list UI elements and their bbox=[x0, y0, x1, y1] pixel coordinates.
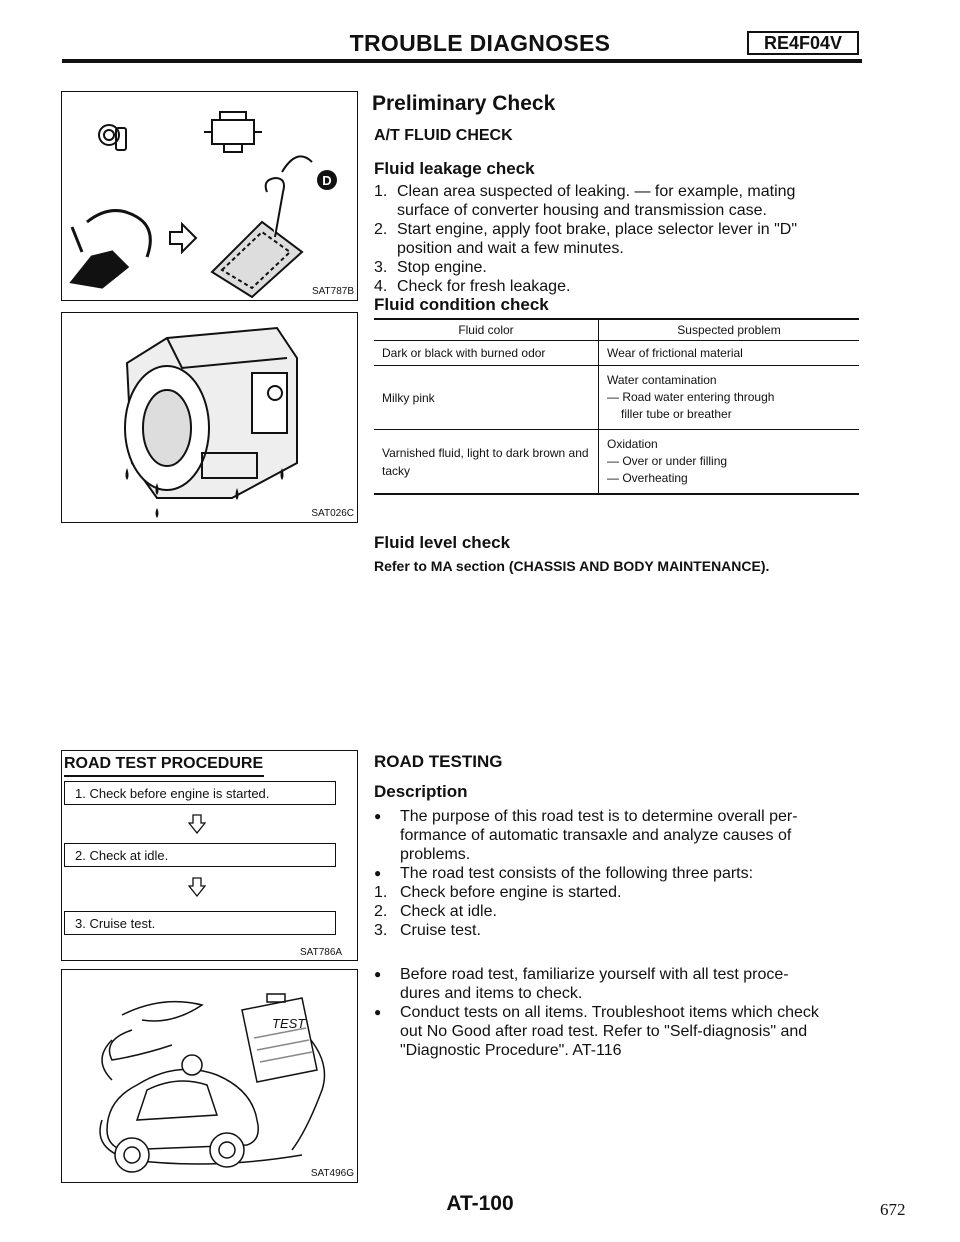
fluid-condition-table bbox=[374, 318, 859, 495]
header-rule bbox=[62, 59, 862, 63]
clipboard-test-label: TEST bbox=[272, 1016, 306, 1031]
table-header: Suspected problem bbox=[677, 323, 781, 337]
table-cell-problem: Wear of frictional material bbox=[607, 346, 743, 360]
table-header: Fluid color bbox=[374, 320, 599, 341]
part-item: 2. Check at idle. bbox=[374, 903, 497, 920]
table-row bbox=[374, 430, 859, 494]
road-test-procedure-title: ROAD TEST PROCEDURE bbox=[64, 755, 264, 772]
table-row bbox=[374, 366, 859, 430]
fluid-check-illustration bbox=[62, 92, 356, 298]
procedure-step-box: 1. Check before engine is started. bbox=[64, 781, 336, 805]
selector-lever-icon bbox=[212, 156, 312, 297]
bullet-cont: formance of automatic transaxle and analyze causes of bbox=[400, 827, 792, 844]
figure-road-test-car bbox=[61, 969, 358, 1183]
table-cell-color: Varnished fluid, light to dark brown and tacky bbox=[374, 430, 599, 494]
figure-id: SAT786A bbox=[300, 947, 343, 958]
subtitle-description: Description bbox=[374, 782, 468, 801]
table-cell-problem: Oxidation — Over or under filling — Overheating bbox=[607, 437, 728, 485]
road-testing-description bbox=[374, 807, 864, 940]
part-item: 1. Check before engine is started. bbox=[374, 884, 622, 901]
subtitle-at-fluid-check: A/T FLUID CHECK bbox=[374, 127, 513, 144]
fluid-level-reference: Refer to MA section (CHASSIS AND BODY MAINTENANCE). bbox=[374, 558, 770, 574]
foot-brake-icon bbox=[72, 211, 150, 287]
bullet-item: ● Before road test, familiarize yourself with all test proce- bbox=[374, 966, 789, 983]
figure-fluid-check bbox=[61, 91, 358, 301]
ignition-key-icon bbox=[99, 125, 126, 150]
transmission-illustration bbox=[62, 313, 356, 521]
bullet-item: ● The purpose of this road test is to determine overall per- bbox=[374, 808, 798, 825]
d-position-letter: D bbox=[322, 173, 332, 188]
table-cell-color: Dark or black with burned odor bbox=[374, 341, 599, 366]
figure-transmission-leak bbox=[61, 312, 358, 523]
table-cell-problem: Water contamination — Road water entering through filler tube or breather bbox=[607, 373, 775, 421]
test-clipboard-icon bbox=[242, 994, 317, 1082]
bullet-cont: "Diagnostic Procedure". AT-116 bbox=[400, 1042, 622, 1059]
leak-step-cont: surface of converter housing and transmission case. bbox=[397, 202, 767, 219]
bullet-cont: dures and items to check. bbox=[400, 985, 583, 1002]
arrow-right-icon bbox=[170, 224, 196, 252]
arrow-down-icon bbox=[188, 814, 206, 834]
page-number: 672 bbox=[880, 1200, 906, 1219]
title-underline bbox=[64, 775, 264, 777]
figure-id: SAT787B bbox=[311, 286, 354, 297]
heading-fluid-level: Fluid level check bbox=[374, 533, 511, 552]
leak-step: 4. Check for fresh leakage. bbox=[374, 278, 571, 295]
leak-step: 3. Stop engine. bbox=[374, 259, 487, 276]
leak-step: 2. Start engine, apply foot brake, place selector lever in "D" bbox=[374, 221, 798, 238]
heading-fluid-leakage: Fluid leakage check bbox=[374, 159, 535, 178]
page-title: TROUBLE DIAGNOSES bbox=[349, 30, 611, 56]
heading-fluid-condition: Fluid condition check bbox=[374, 295, 549, 314]
road-testing-notes bbox=[374, 965, 864, 1060]
leak-step: 1. Clean area suspected of leaking. — for example, mating bbox=[374, 183, 796, 200]
car-illustration bbox=[62, 970, 356, 1180]
model-code-badge: RE4F04V bbox=[747, 31, 859, 55]
table-row bbox=[374, 341, 859, 366]
procedure-step-box: 3. Cruise test. bbox=[64, 911, 336, 935]
part-item: 3. Cruise test. bbox=[374, 922, 481, 939]
figure-id: SAT496G bbox=[310, 1168, 354, 1179]
figure-id: SAT026C bbox=[311, 508, 354, 519]
bullet-cont: problems. bbox=[400, 846, 471, 863]
bullet-cont: out No Good after road test. Refer to "Self-diagnosis" and bbox=[400, 1023, 808, 1040]
table-header-row bbox=[374, 320, 859, 341]
arrow-down-icon bbox=[188, 877, 206, 897]
engine-icon bbox=[204, 112, 262, 152]
procedure-step-box: 2. Check at idle. bbox=[64, 843, 336, 867]
table-cell-color: Milky pink bbox=[374, 366, 599, 430]
section-title-preliminary: Preliminary Check bbox=[372, 92, 556, 115]
leak-step-list bbox=[374, 182, 864, 296]
bullet-item: ● Conduct tests on all items. Troubleshoot items which check bbox=[374, 1004, 819, 1021]
leak-step-cont: position and wait a few minutes. bbox=[397, 240, 624, 257]
section-title-road-testing: ROAD TESTING bbox=[374, 752, 503, 771]
page-code: AT-100 bbox=[446, 1192, 514, 1215]
bullet-item: ● The road test consists of the following three parts: bbox=[374, 865, 754, 882]
